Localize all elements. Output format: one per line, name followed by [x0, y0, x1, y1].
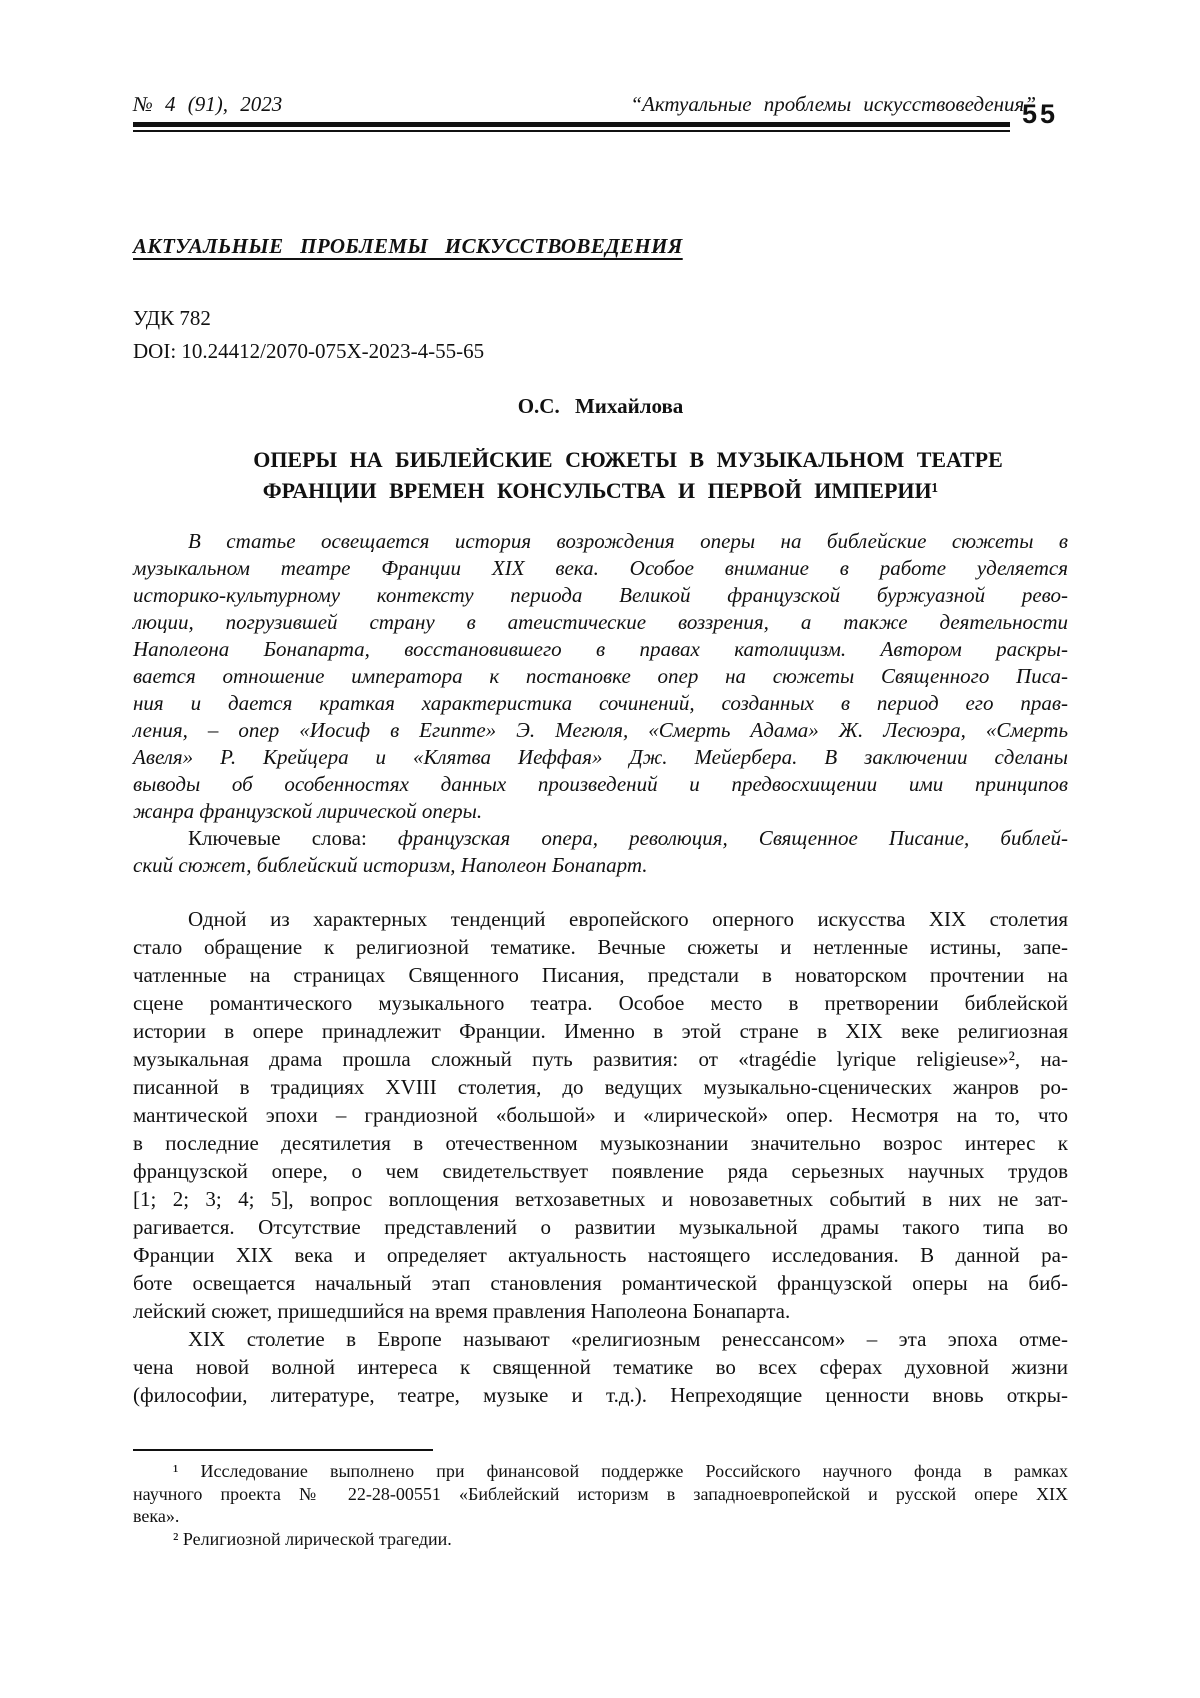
- text-line: люции, погрузившей страну в атеистические воззрения, а также деятельности: [133, 610, 1068, 634]
- text-line: рагивается. Отсутствие представлений о развитии музыкальной драмы такого типа во: [133, 1215, 1068, 1239]
- page-number: 55: [1022, 99, 1059, 129]
- footnote-1: [133, 1460, 1068, 1528]
- section-heading-text: АКТУАЛЬНЫЕ ПРОБЛЕМЫ ИСКУССТВОВЕДЕНИЯ: [133, 234, 683, 258]
- text-line: (философии, литературе, театре, музыке и т.д.). Непреходящие ценности вновь откры-: [133, 1383, 1068, 1407]
- issue-number: № 4 (91), 2023: [133, 92, 283, 116]
- text-line: [1; 2; 3; 4; 5], вопрос воплощения ветхозаветных и новозаветных событий в них не зат-: [133, 1187, 1068, 1211]
- text-line: ОПЕРЫ НА БИБЛЕЙСКИЕ СЮЖЕТЫ В МУЗЫКАЛЬНОМ ТЕАТРЕ: [253, 447, 1003, 472]
- footnote-2: [133, 1528, 1068, 1551]
- footnote-separator-rule: [133, 1449, 433, 1451]
- text-line: стало обращение к религиозной тематике. Вечные сюжеты и нетленные истины, запе-: [133, 935, 1068, 959]
- keywords-line: [133, 825, 1068, 852]
- text-line: ния и дается краткая характеристика сочинений, созданных в период его прав-: [133, 691, 1068, 715]
- abstract: [133, 528, 1068, 825]
- keywords-label: Ключевые слова:: [188, 826, 367, 850]
- text-line: сцене романтического музыкального театра. Особое место в претворении библейской: [133, 991, 1068, 1015]
- text-line: ² Религиозной лирической трагедии.: [173, 1528, 452, 1549]
- body-paragraph: [133, 1325, 1068, 1409]
- body-text: [133, 905, 1068, 1409]
- text-line: вается отношение императора к постановке опер на сюжеты Священного Писа-: [133, 664, 1068, 688]
- udc-code: УДК 782: [133, 306, 211, 330]
- text-line: историко-культурному контексту периода Великой французской буржуазной рево-: [133, 583, 1068, 607]
- text-line: ления, – опер «Иосиф в Египте» Э. Мегюля, «Смерть Адама» Ж. Лесюэра, «Смерть: [133, 718, 1068, 742]
- footnotes: [133, 1460, 1068, 1550]
- journal-title: “Актуальные проблемы искусствоведения”: [630, 92, 1036, 116]
- text-line: музыкальном театре Франции XIX века. Особое внимание в работе уделяется: [133, 556, 1068, 580]
- header-divider: [133, 122, 1010, 132]
- body-paragraph: [133, 905, 1068, 1325]
- text-line: чена новой волной интереса к священной тематике во всех сферах духовной жизни: [133, 1355, 1068, 1379]
- text-line: жанра французской лирической оперы.: [133, 799, 483, 823]
- text-line: Авеля» Р. Крейцера и «Клятва Иеффая» Дж. Мейербера. В заключении сделаны: [133, 745, 1068, 769]
- identifiers-block: [133, 302, 1068, 368]
- text-line: В статье освещается история возрождения оперы на библейские сюжеты в: [188, 529, 1068, 553]
- text-line: XIX столетие в Европе называют «религиозным ренессансом» – эта эпоха отме-: [188, 1327, 1068, 1351]
- keywords-text-part2: ский сюжет, библейский историзм, Наполеон Бонапарт.: [133, 853, 648, 877]
- keywords-line: [133, 852, 1068, 879]
- text-line: века».: [133, 1506, 180, 1526]
- text-line: музыкальная драма прошла сложный путь развития: от «tragédie lyrique religieuse»², на-: [133, 1047, 1068, 1071]
- header-row: [133, 92, 1068, 116]
- text-line: боте освещается начальный этап становления романтической французской оперы на биб-: [133, 1271, 1068, 1295]
- doi-code: DOI: 10.24412/2070-075X-2023-4-55-65: [133, 339, 485, 363]
- text-line: истории в опере принадлежит Франции. Именно в этой стране в XIX веке религиозная: [133, 1019, 1068, 1043]
- article: [133, 234, 1068, 1409]
- divider-thick-rule: [133, 122, 1010, 127]
- article-title: [133, 444, 1068, 506]
- keywords-text-part1: французская опера, революция, Священное Писание, библей-: [397, 826, 1069, 850]
- text-line: Наполеона Бонапарта, восстановившего в правах католицизм. Автором раскры-: [133, 637, 1068, 661]
- page-header: [133, 92, 1068, 132]
- text-line: Франции XIX века и определяет актуальность настоящего исследования. В данной ра-: [133, 1243, 1068, 1267]
- text-line: ФРАНЦИИ ВРЕМЕН КОНСУЛЬСТВА И ПЕРВОЙ ИМПЕРИИ¹: [262, 478, 939, 503]
- text-line: научного проекта № 22-28-00551 «Библейский историзм в западноевропейской и русской опере XIX: [133, 1483, 1068, 1504]
- text-line: французской опере, о чем свидетельствует появление ряда серьезных научных трудов: [133, 1159, 1068, 1183]
- footnotes-section: [133, 1449, 1068, 1550]
- section-heading: [133, 234, 1068, 258]
- text-line: лейский сюжет, пришедшийся на время правления Наполеона Бонапарта.: [133, 1299, 791, 1323]
- text-line: Одной из характерных тенденций европейского оперного искусства XIX столетия: [188, 907, 1068, 931]
- divider-thin-rule: [133, 130, 1010, 132]
- text-line: чатленные на страницах Священного Писания, предстали в новаторском прочтении на: [133, 963, 1068, 987]
- text-line: выводы об особенностях данных произведений и предвосхищении ими принципов: [133, 772, 1068, 796]
- author-name: О.С. Михайлова: [517, 394, 684, 418]
- text-line: мантической эпохи – грандиозной «большой» и «лирической» опер. Несмотря на то, что: [133, 1103, 1068, 1127]
- text-line: ¹ Исследование выполнено при финансовой поддержке Российского научного фонда в рамках: [173, 1461, 1068, 1481]
- keywords: [133, 825, 1068, 879]
- text-line: писанной в традициях XVIII столетия, до ведущих музыкально-сценических жанров ро-: [133, 1075, 1068, 1099]
- text-line: в последние десятилетия в отечественном музыкознании значительно возрос интерес к: [133, 1131, 1068, 1155]
